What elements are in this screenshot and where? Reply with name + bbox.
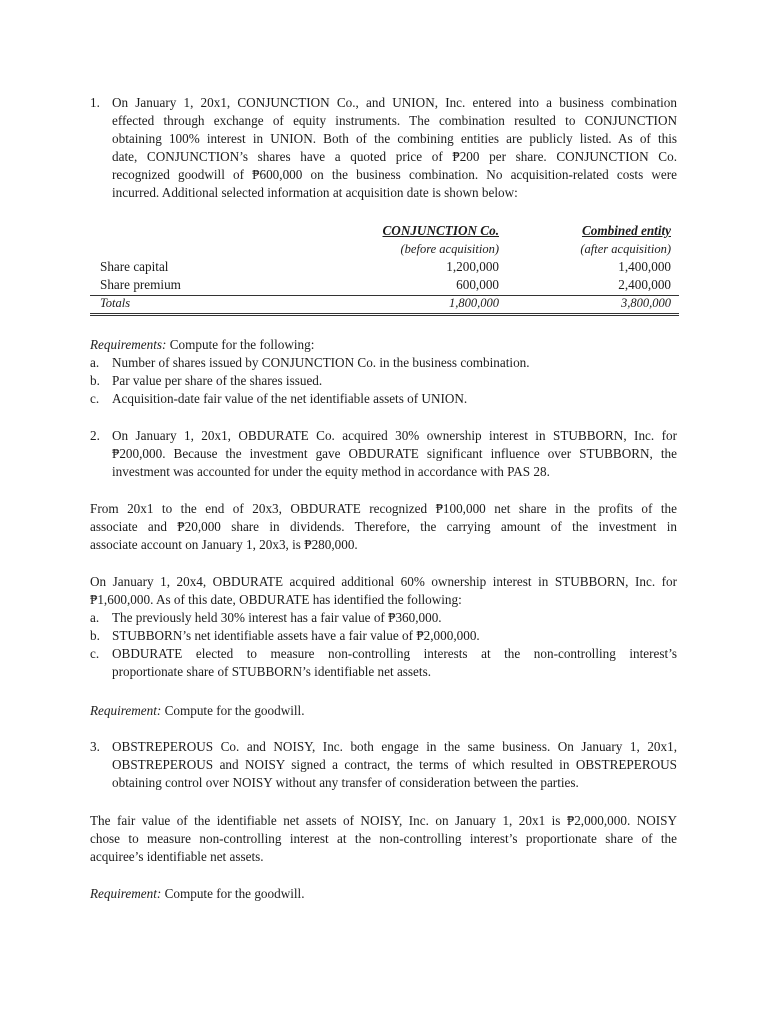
problem-3-paragraph-2 xyxy=(90,812,677,866)
table-subheader-row xyxy=(90,240,679,258)
row-label: Share premium xyxy=(100,277,181,292)
text-line: incurred. Additional selected information at acquisition date is shown below: xyxy=(112,185,518,200)
problem-2 xyxy=(90,427,677,481)
problem-1 xyxy=(90,94,677,202)
list-letter: b. xyxy=(90,373,100,388)
list-text: Number of shares issued by CONJUNCTION Co. in the business combination. xyxy=(112,355,530,370)
problem-2-text xyxy=(112,427,677,481)
text-line: date, CONJUNCTION’s shares have a quoted price of ₱200 per share. CONJUNCTION Co. xyxy=(112,149,677,164)
text-line: On January 1, 20x1, CONJUNCTION Co., and UNION, Inc. entered into a business combination xyxy=(112,95,677,110)
requirement-2 xyxy=(90,702,677,720)
table-row xyxy=(90,258,679,276)
problem-number: 1. xyxy=(90,95,100,110)
requirements-1 xyxy=(90,336,677,408)
text-line: associate account on January 1, 20x3, is ₱280,000. xyxy=(90,537,358,552)
list-item xyxy=(90,354,677,372)
list-item xyxy=(90,627,677,645)
totals-after: 3,800,000 xyxy=(621,296,671,310)
column-header-after: Combined entity xyxy=(581,223,671,238)
table-rule xyxy=(90,295,679,296)
text-line: From 20x1 to the end of 20x3, OBDURATE recognized ₱100,000 net share in the profits of the xyxy=(90,501,677,516)
text-line: obtaining control over NOISY without any transfer of consideration between the parties. xyxy=(112,775,579,790)
list-letter: a. xyxy=(90,355,100,370)
problem-2-paragraph-3 xyxy=(90,573,677,681)
text-line: On January 1, 20x4, OBDURATE acquired additional 60% ownership interest in STUBBORN, Inc. for xyxy=(90,574,677,589)
list-text: Acquisition-date fair value of the net identifiable assets of UNION. xyxy=(112,391,468,406)
text-line: ₱1,600,000. As of this date, OBDURATE has identified the following: xyxy=(90,592,462,607)
list-item xyxy=(90,645,677,681)
problem-1-text xyxy=(112,94,677,202)
list-item xyxy=(90,609,677,627)
problem-number: 3. xyxy=(90,739,100,754)
list-text: Par value per share of the shares issued. xyxy=(112,373,323,388)
list-letter: b. xyxy=(90,628,100,643)
column-subheader-before: (before acquisition) xyxy=(400,242,499,256)
text-line: The fair value of the identifiable net assets of NOISY, Inc. on January 1, 20x1 is ₱2,000,000. NOISY xyxy=(90,813,677,828)
text-line: OBSTREPEROUS Co. and NOISY, Inc. both engage in the same business. On January 1, 20x1, xyxy=(112,739,677,754)
requirement-label: Requirement: xyxy=(90,703,162,718)
cell-after: 1,400,000 xyxy=(618,259,671,274)
list-letter: c. xyxy=(90,391,100,406)
requirements-heading xyxy=(90,336,677,354)
text-line: ₱200,000. Because the investment gave OBDURATE significant influence over STUBBORN, the xyxy=(112,446,677,461)
cell-before: 1,200,000 xyxy=(446,259,499,274)
text-line: obtaining 100% interest in UNION. Both of the combining entities are publicly listed. As of this xyxy=(112,131,677,146)
text-line: investment was accounted for under the equity method in accordance with PAS 28. xyxy=(112,464,550,479)
cell-after: 2,400,000 xyxy=(618,277,671,292)
list-text: proportionate share of STUBBORN’s identifiable net assets. xyxy=(112,664,432,679)
equity-table xyxy=(90,222,679,312)
cell-before: 600,000 xyxy=(456,277,499,292)
list-letter: c. xyxy=(90,646,100,661)
text-line: associate and ₱20,000 share in dividends. Therefore, the carrying amount of the investment in xyxy=(90,519,677,534)
list-item xyxy=(90,390,677,408)
column-subheader-after: (after acquisition) xyxy=(580,242,671,256)
requirement-text: Compute for the goodwill. xyxy=(161,703,305,718)
text-line: chose to measure non-controlling interest at the non-controlling interest’s proportionate share of the xyxy=(90,831,677,846)
table-totals-row xyxy=(90,294,679,312)
list-item xyxy=(90,372,677,390)
problem-3 xyxy=(90,738,677,792)
text-line: On January 1, 20x1, OBDURATE Co. acquired 30% ownership interest in STUBBORN, Inc. for xyxy=(112,428,677,443)
row-label: Share capital xyxy=(100,259,169,274)
column-header-before: CONJUNCTION Co. xyxy=(382,223,499,238)
requirement-3 xyxy=(90,885,677,903)
list-letter: a. xyxy=(90,610,100,625)
requirements-label: Requirements: xyxy=(90,337,167,352)
table-row xyxy=(90,276,679,294)
requirement-label: Requirement: xyxy=(90,886,162,901)
list-text: STUBBORN’s net identifiable assets have a fair value of ₱2,000,000. xyxy=(112,628,480,643)
totals-before: 1,800,000 xyxy=(449,296,499,310)
requirements-text: Compute for the following: xyxy=(166,337,315,352)
list-text: OBDURATE elected to measure non-controlling interests at the non-controlling interest’s xyxy=(112,646,677,661)
text-line: OBSTREPEROUS and NOISY signed a contract, the terms of which resulted in OBSTREPEROUS xyxy=(112,757,677,772)
table-double-rule xyxy=(90,313,679,316)
problem-3-text xyxy=(112,738,677,792)
text-line: acquiree’s identifiable net assets. xyxy=(90,849,264,864)
list-text: The previously held 30% interest has a fair value of ₱360,000. xyxy=(112,610,442,625)
problem-2-paragraph-2 xyxy=(90,500,677,554)
problem-number: 2. xyxy=(90,428,100,443)
text-line: effected through exchange of equity instruments. The combination resulted to CONJUNCTION xyxy=(112,113,677,128)
requirement-text: Compute for the goodwill. xyxy=(161,886,305,901)
totals-label: Totals xyxy=(100,296,131,310)
table-header-row xyxy=(90,222,679,240)
text-line: recognized goodwill of ₱600,000 on the business combination. No acquisition-related costs were xyxy=(112,167,677,182)
